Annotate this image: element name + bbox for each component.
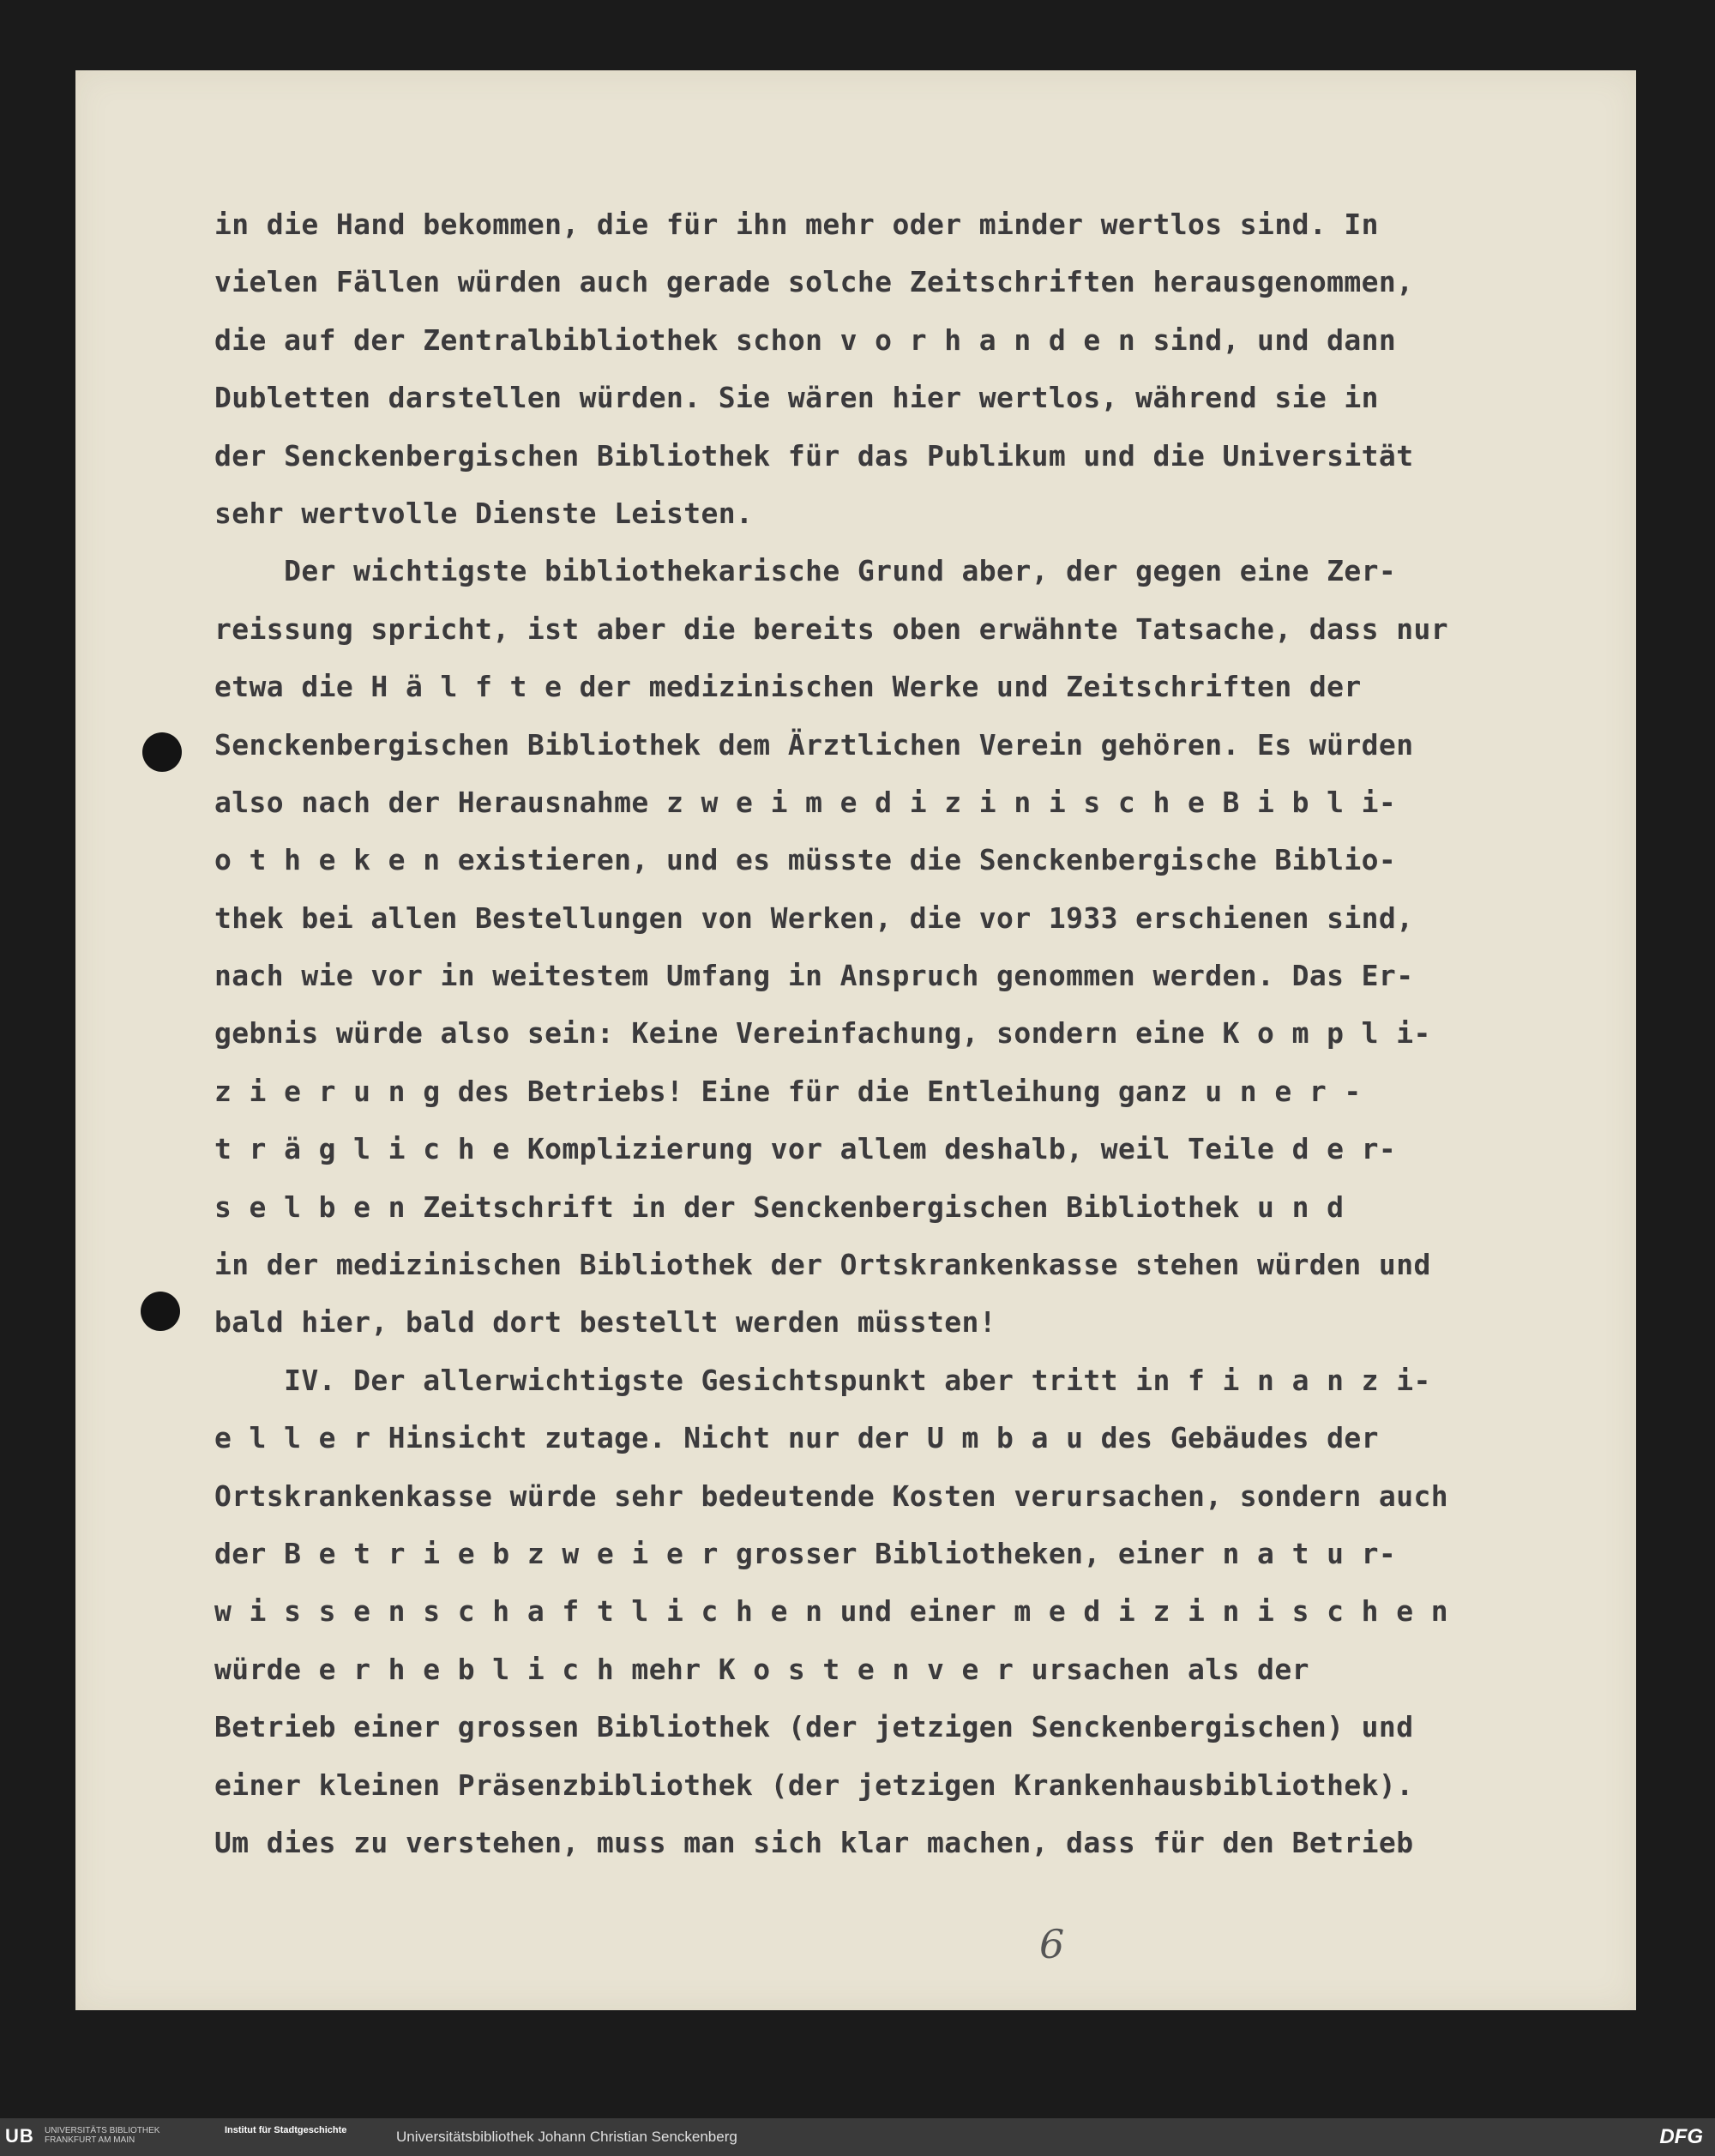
text-line: etwa die H ä l f t e der medizinischen Werke und Zeitschriften der	[214, 670, 1362, 704]
text-line: in die Hand bekommen, die für ihn mehr oder minder wertlos sind. In	[214, 208, 1379, 241]
text-line: der Senckenbergischen Bibliothek für das Publikum und die Universität	[214, 438, 1414, 473]
text-line: nach wie vor in weitestem Umfang in Anspruch genommen werden. Das Er-	[214, 959, 1414, 993]
text-line: die auf der Zentralbibliothek schon v o r h a n d e n sind, und dann	[214, 322, 1397, 357]
text-line: IV. Der allerwichtigste Gesichtspunkt aber tritt in f i n a n z i-	[214, 1363, 1431, 1397]
text-line: o t h e k e n existieren, und es müsste die Senckenbergische Biblio-	[214, 843, 1397, 877]
text-line: e l l e r Hinsicht zutage. Nicht nur der U m b a u des Gebäudes der	[214, 1421, 1379, 1455]
text-line: Der wichtigste bibliothekarische Grund aber, der gegen eine Zer-	[214, 554, 1397, 588]
text-line: bald hier, bald dort bestellt werden müssten!	[214, 1305, 997, 1340]
text-line: Betrieb einer grossen Bibliothek (der jetzigen Senckenbergischen) und	[214, 1710, 1414, 1744]
text-line: sehr wertvolle Dienste Leisten.	[214, 496, 754, 530]
ub-logo-text: UNIVERSITÄTS BIBLIOTHEK FRANKFURT AM MAIN	[45, 2126, 160, 2145]
text-line: Ortskrankenkasse würde sehr bedeutende Kosten verursachen, sondern auch	[214, 1478, 1449, 1513]
punch-hole-upper	[142, 732, 182, 772]
text-line: Senckenbergischen Bibliothek dem Ärztlichen Verein gehören. Es würden	[214, 727, 1414, 762]
punch-hole-lower	[141, 1292, 180, 1331]
typewritten-text	[214, 196, 1621, 1871]
text-line: t r ä g l i c h e Komplizierung vor allem deshalb, weil Teile d e r-	[214, 1132, 1397, 1166]
text-line: z i e r u n g des Betriebs! Eine für die Entleihung ganz u n e r -	[214, 1074, 1362, 1108]
handwritten-page-number: 6	[1039, 1921, 1065, 1967]
text-line: Dubletten darstellen würden. Sie wären hier wertlos, während sie in	[214, 381, 1379, 415]
text-line: einer kleinen Präsenzbibliothek (der jetzigen Krankenhausbibliothek).	[214, 1768, 1414, 1802]
text-line: in der medizinischen Bibliothek der Ortskrankenkasse stehen würden und	[214, 1248, 1431, 1282]
ub-logo: UB	[5, 2125, 34, 2147]
text-line: gebnis würde also sein: Keine Vereinfachung, sondern eine K o m p l i-	[214, 1016, 1431, 1051]
text-line: s e l b e n Zeitschrift in der Senckenbergischen Bibliothek u n d	[214, 1189, 1345, 1224]
text-line: vielen Fällen würden auch gerade solche Zeitschriften herausgenommen,	[214, 265, 1414, 299]
text-line: also nach der Herausnahme z w e i m e d i z i n i s c h e B i b l i-	[214, 785, 1397, 819]
viewer-footer-bar	[0, 2118, 1715, 2156]
text-line: würde e r h e b l i c h mehr K o s t e n v e r ursachen als der	[214, 1652, 1309, 1686]
text-line: der B e t r i e b z w e i e r grosser Bibliotheken, einer n a t u r-	[214, 1536, 1397, 1570]
text-line: w i s s e n s c h a f t l i c h e n und einer m e d i z i n i s c h e n	[214, 1594, 1449, 1629]
text-line: Um dies zu verstehen, muss man sich klar machen, dass für den Betrieb	[214, 1825, 1414, 1859]
institute-logo-text: Institut für Stadtgeschichte	[225, 2125, 347, 2135]
text-line: thek bei allen Bestellungen von Werken, die vor 1933 erschienen sind,	[214, 900, 1414, 935]
footer-caption: Universitätsbibliothek Johann Christian Senckenberg	[396, 2129, 737, 2145]
text-line: reissung spricht, ist aber die bereits oben erwähnte Tatsache, dass nur	[214, 611, 1449, 646]
dfg-logo: DFG	[1659, 2125, 1703, 2148]
